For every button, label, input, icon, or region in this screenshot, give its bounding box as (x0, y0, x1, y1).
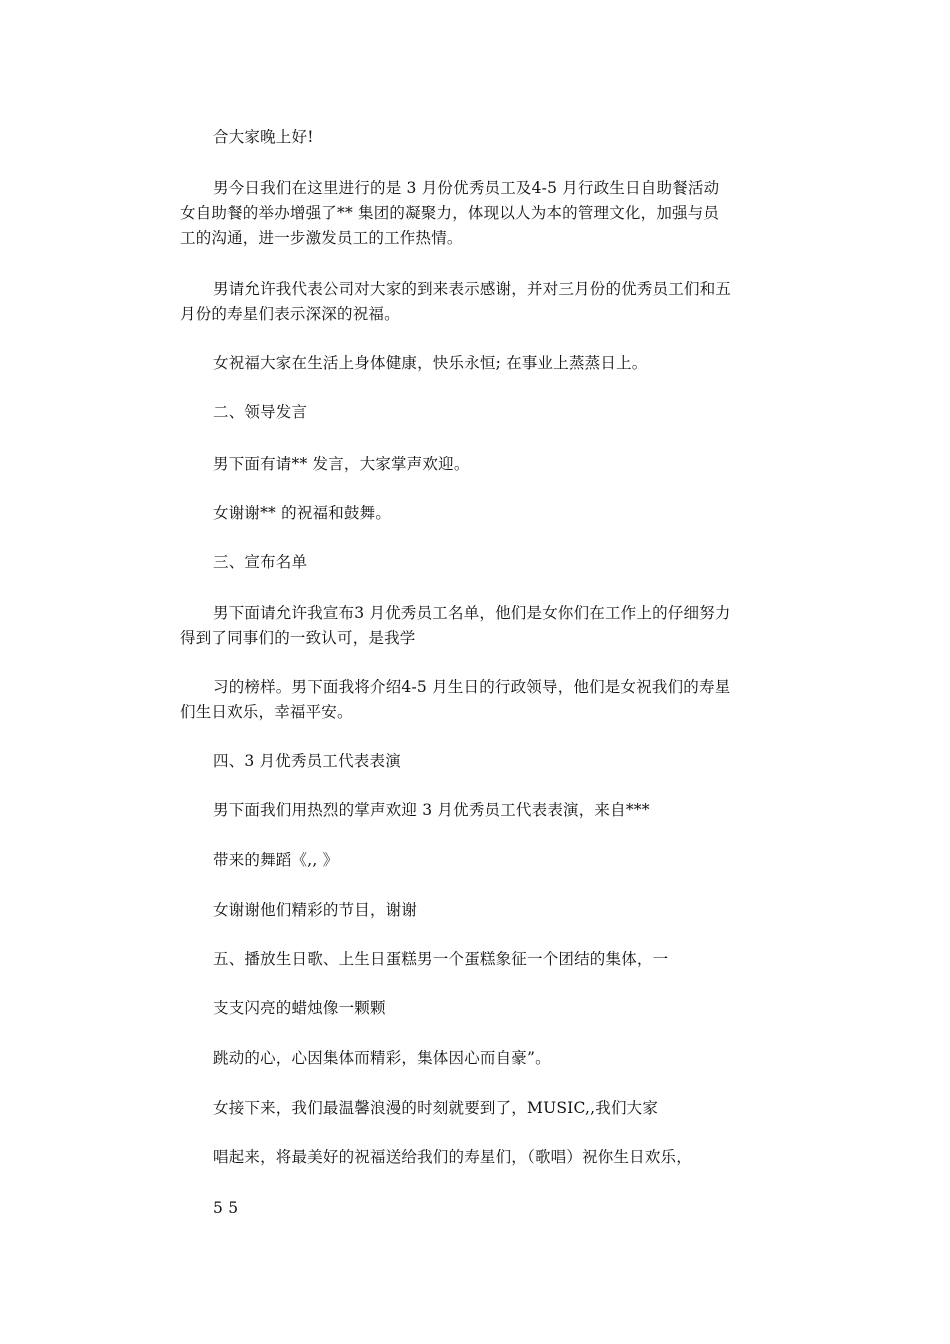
section-heading-4: 四、3 月优秀员工代表表演 (213, 752, 401, 770)
paragraph-8: 男下面我们用热烈的掌声欢迎 3 月优秀员工代表表演，来自*** (213, 801, 650, 819)
paragraph-7-line-1: 习的榜样。男下面我将介绍4-5 月生日的行政领导，他们是女祝我们的寿星 (213, 678, 731, 696)
paragraph-9: 带来的舞蹈《,, 》 (213, 851, 339, 869)
paragraph-1-line-2: 女自助餐的举办增强了** 集团的凝聚力，体现以人为本的管理文化，加强与员 (180, 204, 720, 222)
paragraph-6-line-2: 得到了同事们的一致认可，是我学 (180, 629, 416, 647)
paragraph-6-line-1: 男下面请允许我宣布3 月优秀员工名单，他们是女你们在工作上的仔细努力 (213, 604, 731, 622)
paragraph-10: 女谢谢他们精彩的节目，谢谢 (213, 901, 418, 919)
paragraph-12: 跳动的心，心因集体而精彩，集体因心而自豪”。 (213, 1049, 551, 1067)
paragraph-4: 男下面有请** 发言，大家掌声欢迎。 (213, 455, 470, 473)
section-heading-2: 二、领导发言 (213, 403, 308, 421)
paragraph-2-line-2: 月份的寿星们表示深深的祝福。 (180, 305, 400, 323)
paragraph-14: 唱起来，将最美好的祝福送给我们的寿星们，（歌唱）祝你生日欢乐， (213, 1148, 692, 1166)
paragraph-1-line-3: 工的沟通，进一步激发员工的工作热情。 (180, 229, 463, 247)
section-heading-3: 三、宣布名单 (213, 553, 308, 571)
paragraph-11: 支支闪亮的蜡烛像一颗颗 (213, 999, 386, 1017)
section-heading-5: 五、播放生日歌、上生日蛋糕男一个蛋糕象征一个团结的集体，一 (213, 950, 669, 968)
paragraph-13: 女接下来，我们最温馨浪漫的时刻就要到了，MUSIC,,我们大家 (213, 1099, 659, 1117)
paragraph-7-line-2: 们生日欢乐，幸福平安。 (180, 703, 353, 721)
page-number: 5 5 (213, 1199, 239, 1217)
paragraph-1-line-1: 男今日我们在这里进行的是 3 月份优秀员工及4-5 月行政生日自助餐活动 (213, 179, 720, 197)
greeting-line: 合大家晚上好! (213, 128, 314, 146)
paragraph-2-line-1: 男请允许我代表公司对大家的到来表示感谢，并对三月份的优秀员工们和五 (213, 280, 732, 298)
paragraph-3: 女祝福大家在生活上身体健康，快乐永恒; 在事业上蒸蒸日上。 (213, 354, 648, 372)
paragraph-5: 女谢谢** 的祝福和鼓舞。 (213, 504, 392, 522)
